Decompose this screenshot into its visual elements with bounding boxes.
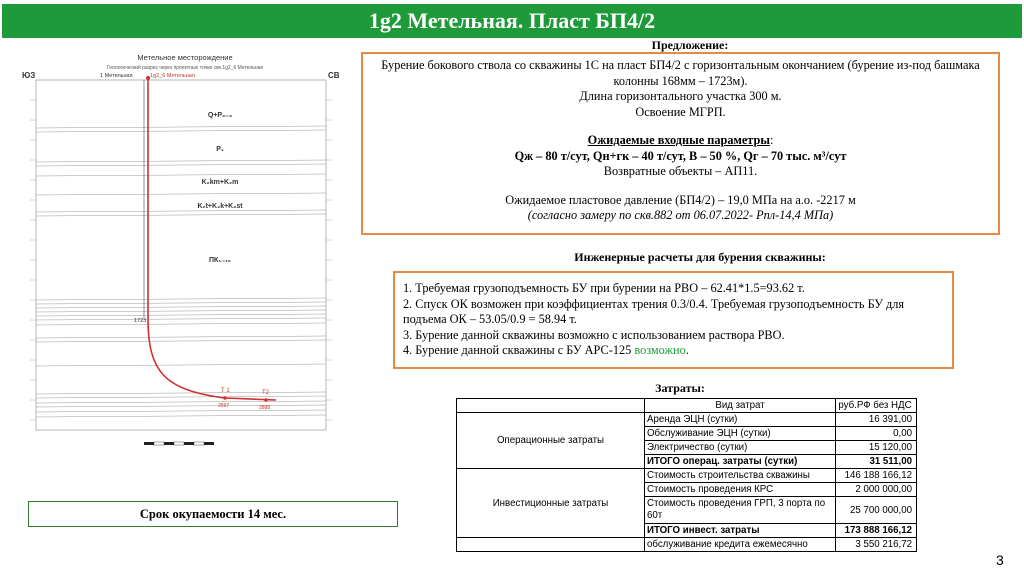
costs-heading: Затраты: <box>655 381 705 395</box>
table-header-row <box>457 399 917 413</box>
direction-sw: ЮЗ <box>22 71 36 80</box>
cost-value: 25 700 000,00 <box>836 497 917 524</box>
proposal-heading: Предложение: <box>651 38 729 52</box>
eng-item-1: 1. Требуемая грузоподъемность БУ при бурении на РВО – 62.41*1.5=93.62 т. <box>403 281 805 295</box>
costs-table <box>456 398 917 552</box>
well-left-label: 1 Метельная <box>100 73 133 79</box>
eng-item-4-suffix: . <box>685 343 689 357</box>
cost-value: 2 000 000,00 <box>836 483 917 497</box>
cost-value: 146 188 166,12 <box>836 469 917 483</box>
cost-name: Стоимость строительства скважины <box>645 469 836 483</box>
diagram-title: Метельное месторождение <box>137 53 233 62</box>
table-row <box>457 538 917 552</box>
cost-value: 173 888 166,12 <box>836 524 917 538</box>
expected-params: Qж – 80 т/сут, Qн+гк – 40 т/сут, В – 50 %, Qг – 70 тыс. м³/сут <box>514 148 847 163</box>
scale-bar <box>144 442 214 445</box>
params-colon: : <box>769 133 774 147</box>
eng-item-4-text: 4. Бурение данной скважины с БУ АРС-125 <box>403 343 635 357</box>
return-objects: Возвратные объекты – АП11. <box>603 164 758 178</box>
cost-value: 3 550 216,72 <box>836 538 917 552</box>
target-point-t1: Т 1 <box>221 388 230 394</box>
reservoir-pressure: Ожидаемое пластовое давление (БП4/2) – 19,0 МПа на а.о. -2217 м <box>505 192 856 207</box>
engineering-box <box>393 271 954 369</box>
cost-name: ИТОГО операц. затраты (сутки) <box>645 455 836 469</box>
layer-label: K₂t+K₂k+K₂st <box>197 203 243 210</box>
table-row <box>457 469 917 483</box>
eng-item-4-highlight: возможно <box>634 343 686 357</box>
pressure-note: (согласно замеру по скв.882 от 06.07.2022- Рпл-14,4 МПа) <box>527 208 834 222</box>
cost-name: ИТОГО инвест. затраты <box>645 524 836 538</box>
cost-name: Стоимость проведения ГРП, 3 порта по 60т <box>645 497 836 524</box>
cost-name: Аренда ЭЦН (сутки) <box>645 413 836 427</box>
t2-value: 2888 <box>259 405 271 411</box>
t1-value: 2597 <box>218 403 230 409</box>
cost-name: Электричество (сутки) <box>645 441 836 455</box>
target-point-t2: Т2 <box>262 390 270 396</box>
well-right-label: 1g2_6 Метельная <box>150 73 195 79</box>
diagram-subtitle: Геологический разрез через проектные точки скв.1g2_6 Метельная <box>106 65 264 71</box>
cost-name: обслуживание кредита ежемесячно <box>645 538 836 552</box>
eng-item-4 <box>403 343 946 359</box>
kickoff-depth-label: 1723 <box>134 318 147 324</box>
slide-title: 1g2 Метельная. Пласт БП4/2 <box>2 4 1022 38</box>
investment-group-label: Инвестиционные затраты <box>457 469 645 538</box>
engineering-heading: Инженерные расчеты для бурения скважины: <box>574 250 826 264</box>
cost-value: 15 120,00 <box>836 441 917 455</box>
header-empty-cell <box>457 399 645 413</box>
page-number: 3 <box>996 552 1004 568</box>
header-cost-type: Вид затрат <box>645 399 836 413</box>
layer-label: K₂km+K₂m <box>201 179 239 186</box>
layer-label: ПК₁₋₁₆ <box>209 257 231 264</box>
table-row <box>457 413 917 427</box>
geological-section-diagram <box>20 48 352 458</box>
eng-item-2: 2. Спуск ОК возможен при коэффициентах трения 0.3/0.4. Требуемая грузоподъемность БУ для подъема ОК – 53.05/0.9 = 58.94 т. <box>403 296 905 326</box>
operational-group-label: Операционные затраты <box>457 413 645 469</box>
payback-period: Срок окупаемости 14 мес. <box>28 501 398 527</box>
header-value: руб.РФ без НДС <box>836 399 917 413</box>
cost-value: 31 511,00 <box>836 455 917 469</box>
cost-name: Стоимость проведения КРС <box>645 483 836 497</box>
cost-value: 16 391,00 <box>836 413 917 427</box>
params-heading-line <box>363 133 998 149</box>
direction-ne: СВ <box>328 71 340 80</box>
proposal-box <box>361 52 1000 235</box>
proposal-line-2: Длина горизонтального участка 300 м. <box>579 89 782 103</box>
credit-empty-cell <box>457 538 645 552</box>
proposal-line-1: Бурение бокового ствола со скважины 1С на пласт БП4/2 с горизонтальным окончанием (бурение из-под башмака колонны 168мм – 1723м). <box>381 58 980 88</box>
proposal-line-3: Освоение МГРП. <box>635 104 726 119</box>
cost-value: 0,00 <box>836 427 917 441</box>
cost-name: Обслуживание ЭЦН (сутки) <box>645 427 836 441</box>
layer-label: Q+P₂₋₃ <box>207 112 233 119</box>
eng-item-3: 3. Бурение данной скважины возможно с использованием раствора РВО. <box>403 327 785 342</box>
params-heading: Ожидаемые входные параметры <box>587 133 770 147</box>
layer-label: P₁ <box>216 146 224 153</box>
